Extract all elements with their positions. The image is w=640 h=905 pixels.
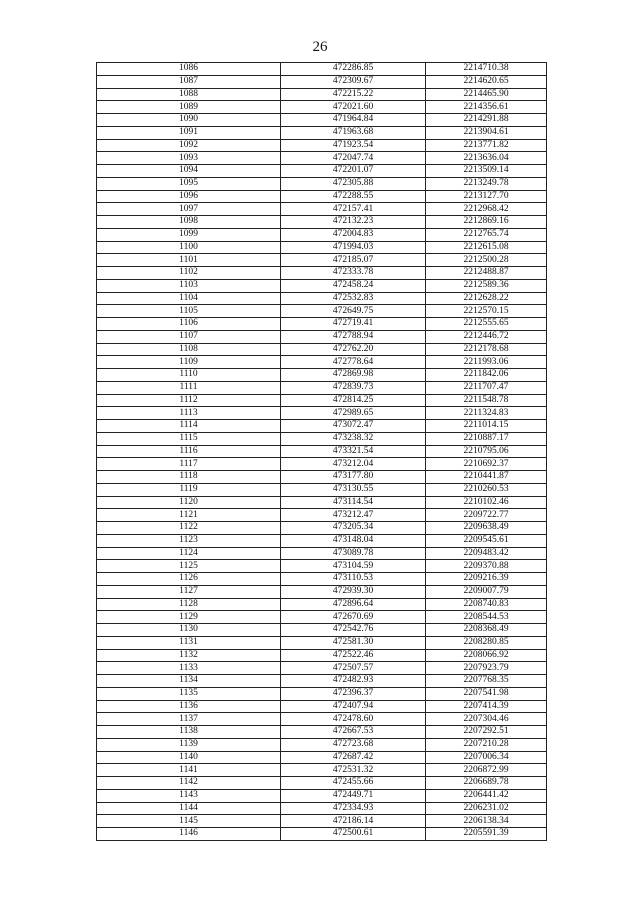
page-number: 26 — [312, 39, 328, 55]
point-number-cell: 1092 — [97, 139, 281, 152]
x-coordinate-cell: 472305.88 — [281, 177, 426, 190]
table-row — [97, 228, 547, 241]
x-coordinate-cell: 472531.32 — [281, 764, 426, 777]
x-coordinate-cell: 472185.07 — [281, 254, 426, 267]
x-coordinate-cell: 473072.47 — [281, 420, 426, 433]
y-coordinate-cell: 2205591.39 — [426, 828, 547, 841]
y-coordinate-cell: 2206231.02 — [426, 802, 547, 815]
table-row — [97, 75, 547, 88]
point-number-cell: 1144 — [97, 802, 281, 815]
x-coordinate-cell: 472396.37 — [281, 687, 426, 700]
y-coordinate-cell: 2210795.06 — [426, 445, 547, 458]
x-coordinate-cell: 472687.42 — [281, 751, 426, 764]
table-row — [97, 305, 547, 318]
point-number-cell: 1130 — [97, 624, 281, 637]
table-row — [97, 279, 547, 292]
y-coordinate-cell: 2212488.87 — [426, 267, 547, 280]
y-coordinate-cell: 2209216.39 — [426, 573, 547, 586]
point-number-cell: 1105 — [97, 305, 281, 318]
table-row — [97, 726, 547, 739]
y-coordinate-cell: 2212615.08 — [426, 241, 547, 254]
y-coordinate-cell: 2207210.28 — [426, 738, 547, 751]
x-coordinate-cell: 472186.14 — [281, 815, 426, 828]
y-coordinate-cell: 2211548.78 — [426, 394, 547, 407]
y-coordinate-cell: 2214710.38 — [426, 63, 547, 76]
y-coordinate-cell: 2209007.79 — [426, 585, 547, 598]
point-number-cell: 1112 — [97, 394, 281, 407]
point-number-cell: 1134 — [97, 675, 281, 688]
point-number-cell: 1093 — [97, 152, 281, 165]
table-row — [97, 139, 547, 152]
x-coordinate-cell: 471923.54 — [281, 139, 426, 152]
point-number-cell: 1142 — [97, 777, 281, 790]
x-coordinate-cell: 473212.47 — [281, 509, 426, 522]
table-row — [97, 152, 547, 165]
x-coordinate-cell: 472723.68 — [281, 738, 426, 751]
coordinates-table — [96, 62, 547, 841]
y-coordinate-cell: 2213509.14 — [426, 165, 547, 178]
x-coordinate-cell: 472021.60 — [281, 101, 426, 114]
y-coordinate-cell: 2212178.68 — [426, 343, 547, 356]
x-coordinate-cell: 472286.85 — [281, 63, 426, 76]
x-coordinate-cell: 473114.54 — [281, 496, 426, 509]
point-number-cell: 1126 — [97, 573, 281, 586]
point-number-cell: 1132 — [97, 649, 281, 662]
x-coordinate-cell: 473238.32 — [281, 432, 426, 445]
table-row — [97, 662, 547, 675]
point-number-cell: 1104 — [97, 292, 281, 305]
point-number-cell: 1119 — [97, 483, 281, 496]
table-row — [97, 547, 547, 560]
table-row — [97, 445, 547, 458]
table-row — [97, 458, 547, 471]
x-coordinate-cell: 472507.57 — [281, 662, 426, 675]
table-row — [97, 713, 547, 726]
x-coordinate-cell: 472896.64 — [281, 598, 426, 611]
x-coordinate-cell: 472542.76 — [281, 624, 426, 637]
y-coordinate-cell: 2206441.42 — [426, 789, 547, 802]
point-number-cell: 1133 — [97, 662, 281, 675]
point-number-cell: 1110 — [97, 369, 281, 382]
x-coordinate-cell: 472455.66 — [281, 777, 426, 790]
x-coordinate-cell: 472333.78 — [281, 267, 426, 280]
point-number-cell: 1109 — [97, 356, 281, 369]
x-coordinate-cell: 471994.03 — [281, 241, 426, 254]
y-coordinate-cell: 2207304.46 — [426, 713, 547, 726]
table-row — [97, 777, 547, 790]
x-coordinate-cell: 473110.53 — [281, 573, 426, 586]
y-coordinate-cell: 2207768.35 — [426, 675, 547, 688]
x-coordinate-cell: 472449.71 — [281, 789, 426, 802]
table-row — [97, 828, 547, 841]
point-number-cell: 1101 — [97, 254, 281, 267]
x-coordinate-cell: 472532.83 — [281, 292, 426, 305]
point-number-cell: 1120 — [97, 496, 281, 509]
y-coordinate-cell: 2212968.42 — [426, 203, 547, 216]
point-number-cell: 1127 — [97, 585, 281, 598]
table-row — [97, 63, 547, 76]
y-coordinate-cell: 2211842.06 — [426, 369, 547, 382]
x-coordinate-cell: 472309.67 — [281, 75, 426, 88]
point-number-cell: 1100 — [97, 241, 281, 254]
x-coordinate-cell: 473177.80 — [281, 471, 426, 484]
y-coordinate-cell: 2211324.83 — [426, 407, 547, 420]
y-coordinate-cell: 2213127.70 — [426, 190, 547, 203]
point-number-cell: 1089 — [97, 101, 281, 114]
point-number-cell: 1141 — [97, 764, 281, 777]
y-coordinate-cell: 2214620.65 — [426, 75, 547, 88]
point-number-cell: 1117 — [97, 458, 281, 471]
y-coordinate-cell: 2208066.92 — [426, 649, 547, 662]
table-row — [97, 407, 547, 420]
table-row — [97, 509, 547, 522]
y-coordinate-cell: 2206138.34 — [426, 815, 547, 828]
table-row — [97, 241, 547, 254]
x-coordinate-cell: 472719.41 — [281, 318, 426, 331]
x-coordinate-cell: 472004.83 — [281, 228, 426, 241]
table-row — [97, 789, 547, 802]
y-coordinate-cell: 2208368.49 — [426, 624, 547, 637]
y-coordinate-cell: 2208544.53 — [426, 611, 547, 624]
point-number-cell: 1096 — [97, 190, 281, 203]
point-number-cell: 1123 — [97, 534, 281, 547]
table-row — [97, 522, 547, 535]
y-coordinate-cell: 2213249.78 — [426, 177, 547, 190]
y-coordinate-cell: 2211993.06 — [426, 356, 547, 369]
point-number-cell: 1129 — [97, 611, 281, 624]
y-coordinate-cell: 2212589.36 — [426, 279, 547, 292]
point-number-cell: 1125 — [97, 560, 281, 573]
point-number-cell: 1122 — [97, 522, 281, 535]
x-coordinate-cell: 473212.04 — [281, 458, 426, 471]
point-number-cell: 1103 — [97, 279, 281, 292]
point-number-cell: 1098 — [97, 216, 281, 229]
point-number-cell: 1137 — [97, 713, 281, 726]
y-coordinate-cell: 2210887.17 — [426, 432, 547, 445]
x-coordinate-cell: 472869.98 — [281, 369, 426, 382]
y-coordinate-cell: 2206689.78 — [426, 777, 547, 790]
table-row — [97, 687, 547, 700]
y-coordinate-cell: 2212500.28 — [426, 254, 547, 267]
x-coordinate-cell: 472778.64 — [281, 356, 426, 369]
y-coordinate-cell: 2213771.82 — [426, 139, 547, 152]
x-coordinate-cell: 472649.75 — [281, 305, 426, 318]
y-coordinate-cell: 2209638.49 — [426, 522, 547, 535]
table-row — [97, 496, 547, 509]
y-coordinate-cell: 2212570.15 — [426, 305, 547, 318]
y-coordinate-cell: 2208740.83 — [426, 598, 547, 611]
y-coordinate-cell: 2213904.61 — [426, 126, 547, 139]
x-coordinate-cell: 472334.93 — [281, 802, 426, 815]
point-number-cell: 1086 — [97, 63, 281, 76]
y-coordinate-cell: 2208280.85 — [426, 636, 547, 649]
y-coordinate-cell: 2213636.04 — [426, 152, 547, 165]
table-row — [97, 483, 547, 496]
table-row — [97, 560, 547, 573]
y-coordinate-cell: 2214465.90 — [426, 88, 547, 101]
table-row — [97, 611, 547, 624]
table-row — [97, 356, 547, 369]
x-coordinate-cell: 472788.94 — [281, 330, 426, 343]
point-number-cell: 1143 — [97, 789, 281, 802]
x-coordinate-cell: 472407.94 — [281, 700, 426, 713]
table-row — [97, 432, 547, 445]
x-coordinate-cell: 472047.74 — [281, 152, 426, 165]
point-number-cell: 1108 — [97, 343, 281, 356]
y-coordinate-cell: 2209483.42 — [426, 547, 547, 560]
y-coordinate-cell: 2212555.65 — [426, 318, 547, 331]
x-coordinate-cell: 473205.34 — [281, 522, 426, 535]
x-coordinate-cell: 472839.73 — [281, 381, 426, 394]
x-coordinate-cell: 471963.68 — [281, 126, 426, 139]
x-coordinate-cell: 472939.30 — [281, 585, 426, 598]
point-number-cell: 1140 — [97, 751, 281, 764]
y-coordinate-cell: 2212446.72 — [426, 330, 547, 343]
point-number-cell: 1094 — [97, 165, 281, 178]
x-coordinate-cell: 473148.04 — [281, 534, 426, 547]
point-number-cell: 1145 — [97, 815, 281, 828]
x-coordinate-cell: 472458.24 — [281, 279, 426, 292]
table-row — [97, 751, 547, 764]
y-coordinate-cell: 2207006.34 — [426, 751, 547, 764]
point-number-cell: 1128 — [97, 598, 281, 611]
y-coordinate-cell: 2212628.22 — [426, 292, 547, 305]
y-coordinate-cell: 2210441.87 — [426, 471, 547, 484]
table-row — [97, 330, 547, 343]
y-coordinate-cell: 2207292.51 — [426, 726, 547, 739]
table-row — [97, 254, 547, 267]
table-row — [97, 534, 547, 547]
table-row — [97, 88, 547, 101]
point-number-cell: 1116 — [97, 445, 281, 458]
x-coordinate-cell: 472132.23 — [281, 216, 426, 229]
y-coordinate-cell: 2209545.61 — [426, 534, 547, 547]
y-coordinate-cell: 2210260.53 — [426, 483, 547, 496]
x-coordinate-cell: 472201.07 — [281, 165, 426, 178]
y-coordinate-cell: 2211014.15 — [426, 420, 547, 433]
y-coordinate-cell: 2207541.98 — [426, 687, 547, 700]
x-coordinate-cell: 472478.60 — [281, 713, 426, 726]
y-coordinate-cell: 2214356.61 — [426, 101, 547, 114]
table-row — [97, 649, 547, 662]
x-coordinate-cell: 472814.25 — [281, 394, 426, 407]
y-coordinate-cell: 2212869.16 — [426, 216, 547, 229]
table-row — [97, 636, 547, 649]
table-row — [97, 802, 547, 815]
x-coordinate-cell: 472288.55 — [281, 190, 426, 203]
table-row — [97, 267, 547, 280]
table-row — [97, 126, 547, 139]
point-number-cell: 1136 — [97, 700, 281, 713]
x-coordinate-cell: 472482.93 — [281, 675, 426, 688]
point-number-cell: 1146 — [97, 828, 281, 841]
table-row — [97, 165, 547, 178]
table-row — [97, 675, 547, 688]
y-coordinate-cell: 2209722.77 — [426, 509, 547, 522]
table-row — [97, 343, 547, 356]
point-number-cell: 1097 — [97, 203, 281, 216]
point-number-cell: 1091 — [97, 126, 281, 139]
point-number-cell: 1102 — [97, 267, 281, 280]
point-number-cell: 1087 — [97, 75, 281, 88]
table-row — [97, 114, 547, 127]
table-row — [97, 216, 547, 229]
table-row — [97, 369, 547, 382]
x-coordinate-cell: 472157.41 — [281, 203, 426, 216]
point-number-cell: 1088 — [97, 88, 281, 101]
point-number-cell: 1114 — [97, 420, 281, 433]
coordinates-table-body — [97, 63, 547, 841]
table-row — [97, 101, 547, 114]
x-coordinate-cell: 473089.78 — [281, 547, 426, 560]
x-coordinate-cell: 472581.30 — [281, 636, 426, 649]
point-number-cell: 1111 — [97, 381, 281, 394]
table-row — [97, 203, 547, 216]
point-number-cell: 1113 — [97, 407, 281, 420]
point-number-cell: 1095 — [97, 177, 281, 190]
table-row — [97, 177, 547, 190]
table-row — [97, 573, 547, 586]
table-row — [97, 394, 547, 407]
point-number-cell: 1107 — [97, 330, 281, 343]
point-number-cell: 1135 — [97, 687, 281, 700]
y-coordinate-cell: 2207414.39 — [426, 700, 547, 713]
point-number-cell: 1121 — [97, 509, 281, 522]
table-row — [97, 700, 547, 713]
x-coordinate-cell: 473130.55 — [281, 483, 426, 496]
table-row — [97, 624, 547, 637]
x-coordinate-cell: 472522.46 — [281, 649, 426, 662]
y-coordinate-cell: 2210692.37 — [426, 458, 547, 471]
table-row — [97, 815, 547, 828]
table-row — [97, 420, 547, 433]
y-coordinate-cell: 2214291.88 — [426, 114, 547, 127]
table-row — [97, 292, 547, 305]
x-coordinate-cell: 472670.69 — [281, 611, 426, 624]
y-coordinate-cell: 2210102.46 — [426, 496, 547, 509]
table-row — [97, 764, 547, 777]
point-number-cell: 1118 — [97, 471, 281, 484]
x-coordinate-cell: 472500.61 — [281, 828, 426, 841]
table-row — [97, 318, 547, 331]
table-row — [97, 738, 547, 751]
point-number-cell: 1139 — [97, 738, 281, 751]
x-coordinate-cell: 473104.59 — [281, 560, 426, 573]
x-coordinate-cell: 472215.22 — [281, 88, 426, 101]
point-number-cell: 1099 — [97, 228, 281, 241]
x-coordinate-cell: 471964.84 — [281, 114, 426, 127]
point-number-cell: 1124 — [97, 547, 281, 560]
y-coordinate-cell: 2211707.47 — [426, 381, 547, 394]
table-row — [97, 471, 547, 484]
y-coordinate-cell: 2209370.88 — [426, 560, 547, 573]
x-coordinate-cell: 472762.20 — [281, 343, 426, 356]
x-coordinate-cell: 472667.53 — [281, 726, 426, 739]
y-coordinate-cell: 2207923.79 — [426, 662, 547, 675]
point-number-cell: 1115 — [97, 432, 281, 445]
y-coordinate-cell: 2206872.99 — [426, 764, 547, 777]
x-coordinate-cell: 473321.54 — [281, 445, 426, 458]
table-row — [97, 190, 547, 203]
point-number-cell: 1106 — [97, 318, 281, 331]
x-coordinate-cell: 472989.65 — [281, 407, 426, 420]
table-row — [97, 585, 547, 598]
point-number-cell: 1138 — [97, 726, 281, 739]
table-row — [97, 598, 547, 611]
point-number-cell: 1090 — [97, 114, 281, 127]
y-coordinate-cell: 2212765.74 — [426, 228, 547, 241]
table-row — [97, 381, 547, 394]
point-number-cell: 1131 — [97, 636, 281, 649]
